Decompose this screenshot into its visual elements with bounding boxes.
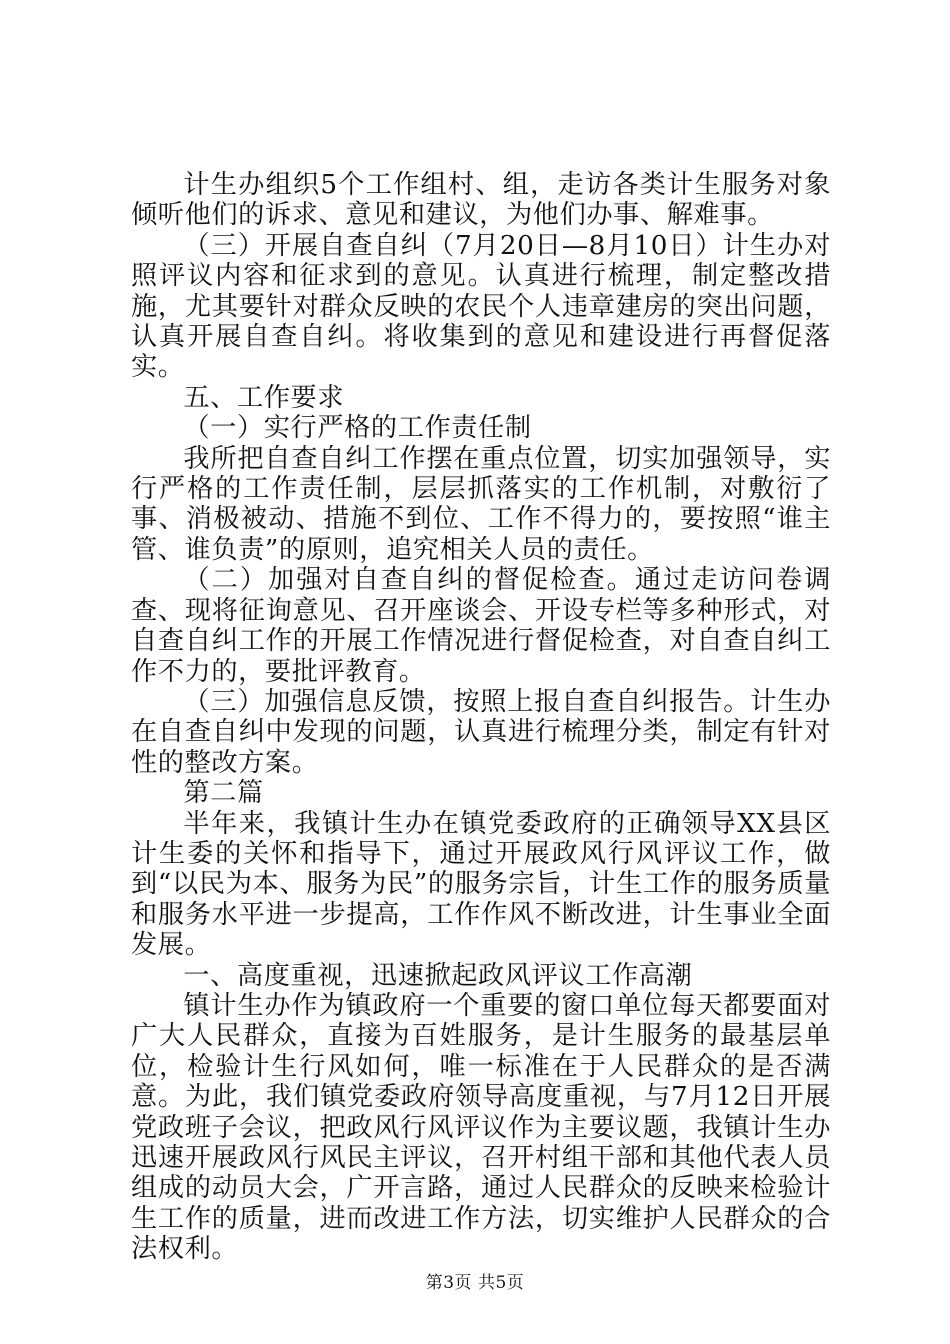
heading-high-priority: 一、高度重视，迅速掀起政风评议工作高潮 [183, 960, 693, 991]
paragraph-visit-groups: 计生办组织5个工作组村、组，走访各类计生服务对象倾听他们的诉求、意见和建议，为他们办事、解难事。 [131, 170, 831, 231]
paragraph-supervision: （二）加强对自查自纠的督促检查。通过走访问卷调查、现将征询意见、召开座谈会、开设专栏等多种形式，对自查自纠工作的开展工作情况进行督促检查，对自查自纠工作不力的，要批评教育。 [131, 565, 831, 687]
paragraph-feedback: （三）加强信息反馈，按照上报自查自纠报告。计生办在自查自纠中发现的问题，认真进行梳理分类，制定有针对性的整改方案。 [131, 686, 831, 778]
paragraph-self-inspection: （三）开展自查自纠（7月20日—8月10日）计生办对照评议内容和征求到的意见。认真进行梳理，制定整改措施，尤其要针对群众反映的农民个人违章建房的突出问题，认真开展自查自纠。将收集到的意见和建设进行再督促落实。 [131, 230, 831, 383]
page-number-footer: 第3页 共5页 [425, 1273, 525, 1293]
section-title-part-two: 第二篇 [183, 778, 264, 809]
paragraph-window-unit: 镇计生办作为镇政府一个重要的窗口单位每天都要面对广大人民群众，直接为百姓服务，是计生服务的最基层单位，检验计生行风如何，唯一标准在于人民群众的是否满意。为此，我们镇党委政府领导高度重视，与7月12日开展党政班子会议，把政风行风评议作为主要议题，我镇计生办迅速开展政风行风民主评议，召开村组干部和其他代表人员组成的动员大会，广开言路，通过人民群众的反映来检验计生工作的质量，进而改进工作方法，切实维护人民群众的合法权利。 [131, 990, 831, 1265]
document-body [131, 170, 831, 1265]
heading-work-requirements: 五、工作要求 [183, 382, 345, 413]
paragraph-half-year: 半年来，我镇计生办在镇党委政府的正确领导XX县区计生委的关怀和指导下，通过开展政风行风评议工作，做到“以民为本、服务为民”的服务宗旨，计生工作的服务质量和服务水平进一步提高，工作作风不断改进，计生事业全面发展。 [131, 808, 831, 961]
paragraph-responsibility: 我所把自查自纠工作摆在重点位置，切实加强领导，实行严格的工作责任制，层层抓落实的工作机制，对敷衍了事、消极被动、措施不到位、工作不得力的，要按照“谁主管、谁负责”的原则，追究相关人员的责任。 [131, 443, 831, 565]
subheading-responsibility-system: （一）实行严格的工作责任制 [183, 413, 532, 444]
